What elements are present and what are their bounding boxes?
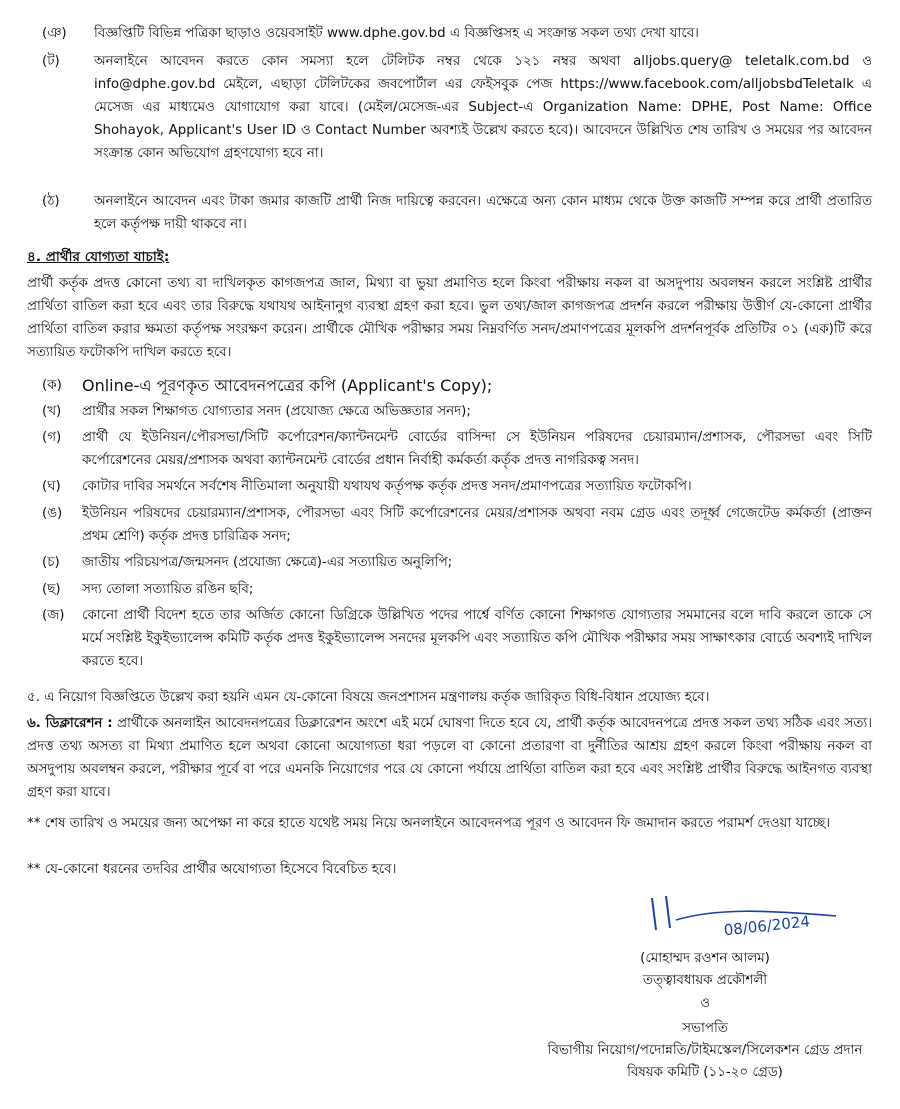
- list-item: [42, 190, 872, 236]
- note-line: ** যে-কোনো ধরনের তদবির প্রার্থীর অযোগ্যতা হিসেবে বিবেচিত হবে।: [27, 862, 397, 877]
- list-item: [42, 426, 872, 472]
- list-item: [42, 475, 872, 498]
- list-item: [42, 22, 872, 45]
- item-marker: (ক): [42, 378, 62, 393]
- item-marker: (গ): [42, 430, 62, 445]
- section-5-text: ৫. এ নিয়োগ বিজ্ঞপ্তিতে উল্লেখ করা হয়নি এমন যে-কোনো বিষয়ে জনপ্রশাসন মন্ত্রণালয় কর্তৃক জারিকৃত বিধি-বিধান প্রযোজ্য হবে।: [27, 690, 710, 705]
- item-marker: (খ): [42, 404, 62, 419]
- item-text: অনলাইনে আবেদন করতে কোন সমস্যা হলে টেলিটক নম্বর থেকে ১২১ নম্বর অথবা alljobs.query@ teletalk.com.bd ও info@dphe.gov.bd মেইলে, এছাড়া টেলিটকের জবপোর্টাল এর ফেইসবুক পেজ https://www.facebook.com/alljobsbdTeletalk এ মেসেজ এর মাধ্যমেও যোগাযোগ করা যাবে। (মেইল/মেসেজ-এর Subject-এ Organization Name: DPHE, Post Name: Office Shohayok, Applicant's User ID ও Contact Number অবশ্যই উল্লেখ করতে হবে)। আবেদনে উল্লিখিত শেষ তারিখ ও সময়ের পর আবেদন সংক্রান্ত কোন অভিযোগ গ্রহণযোগ্য হবে না।: [94, 54, 872, 161]
- declaration-label: ৬. ডিক্লারেশন :: [27, 716, 113, 731]
- item-text: জাতীয় পরিচয়পত্র/জন্মসনদ (প্রযোজ্য ক্ষেত্রে)-এর সত্যায়িত অনুলিপি;: [82, 555, 453, 570]
- item-text: কোটার দাবির সমর্থনে সর্বশেষ নীতিমালা অনুযায়ী যথাযথ কর্তৃপক্ষ কর্তৃক প্রদত্ত সনদ/প্রমাণপত্রের সত্যায়িত ফটোকপি।: [82, 479, 692, 494]
- signatory-designation: তত্ত্বাবধায়ক প্রকৌশলী: [642, 973, 768, 988]
- item-text: অনলাইনে আবেদন এবং টাকা জমার কাজটি প্রার্থী নিজ দায়িত্বে করবেন। এক্ষেত্রে অন্য কোন মাধ্যম থেকে উক্ত কাজটি সম্পন্ন করে প্রার্থী প্রতারিত হলে কর্তৃপক্ষ দায়ী থাকবে না।: [94, 194, 872, 232]
- signatory-name: (মোহাম্মদ রওশন আলম): [640, 951, 770, 966]
- section-heading: ৪. প্রার্থীর যোগ্যতা যাচাই:: [27, 249, 170, 265]
- item-text: বিজ্ঞপ্তিটি বিভিন্ন পত্রিকা ছাড়াও ওয়েবসাইট www.dphe.gov.bd এ বিজ্ঞপ্তিসহ এ সংক্রান্ত সকল তথ্য দেখা যাবে।: [94, 26, 699, 41]
- item-marker: (ছ): [42, 582, 61, 597]
- item-text: Online-এ পূরণকৃত আবেদনপত্রের কপি (Applicant's Copy);: [82, 376, 493, 395]
- item-marker: (ঘ): [42, 479, 61, 494]
- list-item: [42, 502, 872, 548]
- item-marker: (জ): [42, 608, 65, 623]
- item-text: প্রার্থীর সকল শিক্ষাগত যোগ্যতার সনদ (প্রযোজ্য ক্ষেত্রে অভিজ্ঞতার সনদ);: [82, 404, 471, 419]
- handwritten-signature: [636, 890, 866, 950]
- note-line: ** শেষ তারিখ ও সময়ের জন্য অপেক্ষা না করে হাতে যথেষ্ট সময় নিয়ে অনলাইনে আবেদনপত্র পূরণ ও আবেদন ফি জমাদান করতে পরামর্শ দেওয়া যাচ্ছে।: [27, 816, 831, 831]
- list-item: [42, 50, 872, 165]
- signature-date: 08/06/2024: [722, 912, 811, 940]
- item-marker: (ঞ): [42, 26, 67, 41]
- item-text: সদ্য তোলা সত্যায়িত রঙিন ছবি;: [82, 582, 254, 597]
- list-item: [42, 374, 872, 397]
- item-text: কোনো প্রার্থী বিদেশ হতে তার অর্জিত কোনো ডিগ্রিকে উল্লিখিত পদের পার্শ্বে বর্ণিত কোনো শিক্ষাগত যোগ্যতার সমমানের বলে দাবি করলে তাকে সে মর্মে সংশ্লিষ্ট ইকুইভ্যালেন্স কমিটি কর্তৃক প্রদত্ত ইকুইভ্যালেন্স সনদের মূলকপি এবং সত্যায়িত কপি মৌখিক পরীক্ষার সময় সাক্ষাৎকার বোর্ডে অবশ্যই দাখিল করতে হবে।: [82, 608, 872, 669]
- list-item: [42, 400, 872, 423]
- committee-line: বিষয়ক কমিটি (১১-২০ গ্রেড): [627, 1065, 783, 1080]
- section-6-paragraph: [27, 712, 872, 804]
- signatory-role: সভাপতি: [682, 1021, 728, 1036]
- list-item: [42, 604, 872, 673]
- item-marker: (ট): [42, 54, 60, 69]
- declaration-text: প্রার্থীকে অনলাইন আবেদনপত্রের ডিক্লারেশন অংশে এই মর্মে ঘোষণা দিতে হবে যে, প্রার্থী কর্তৃক আবেদনপত্রে প্রদত্ত সকল তথ্য সঠিক এবং সত্য। প্রদত্ত তথ্য অসত্য বা মিথ্যা প্রমাণিত হলে অথবা কোনো অযোগ্যতা ধরা পড়লে বা কোনো প্রতারণা বা দুর্নীতির আশ্রয় গ্রহণ করলে কিংবা পরীক্ষায় নকল বা অসদুপায় অবলম্বন করলে, পরীক্ষার পূর্বে বা পরে এমনকি নিয়োগের পরে যে কোনো পর্যায়ে প্রার্থিতা বাতিল করা হবে এবং সংশ্লিষ্ট প্রার্থীর বিরুদ্ধে আইনগত ব্যবস্থা গ্রহণ করা যাবে।: [27, 716, 873, 800]
- list-item: [42, 551, 872, 574]
- item-marker: (চ): [42, 555, 60, 570]
- item-marker: (ঙ): [42, 506, 63, 521]
- section-paragraph: প্রার্থী কর্তৃক প্রদত্ত কোনো তথ্য বা দাখিলকৃত কাগজপত্র জাল, মিথ্যা বা ভুয়া প্রমাণিত হলে কিংবা পরীক্ষায় নকল বা অসদুপায় অবলম্বন করলে সংশ্লিষ্ট প্রার্থীর প্রার্থিতা বাতিল করা হবে এবং তার বিরুদ্ধে যথাযথ আইনানুগ ব্যবস্থা গ্রহণ করা হবে। ভুল তথ্য/জাল কাগজপত্র প্রদর্শন করলে পরীক্ষায় উত্তীর্ণ যে-কোনো প্রার্থীর প্রার্থিতা বাতিল করার ক্ষমতা কর্তৃপক্ষ সংরক্ষণ করেন। প্রার্থীকে মৌখিক পরীক্ষার সময় নিম্নবর্ণিত সনদ/প্রমাণপত্রের মূলকপি প্রদর্শনপূর্বক প্রতিটির ০১ (এক)টি করে সত্যায়িত ফটোকপি দাখিল করতে হবে।: [27, 276, 872, 360]
- committee-line: বিভাগীয় নিয়োগ/পদোন্নতি/টাইমস্কেল/সিলেকশন গ্রেড প্রদান: [547, 1043, 863, 1058]
- item-text: প্রার্থী যে ইউনিয়ন/পৌরসভা/সিটি কর্পোরেশন/ক্যান্টনমেন্ট বোর্ডের বাসিন্দা সে ইউনিয়ন পরিষদের চেয়ারম্যান/প্রশাসক, পৌরসভা এবং সিটি কর্পোরেশনের মেয়র/প্রশাসক অথবা ক্যান্টনমেন্ট বোর্ডের প্রধান নির্বাহী কর্মকর্তা কর্তৃক প্রদত্ত নাগরিকত্ব সনদ।: [82, 430, 872, 468]
- list-item: [42, 578, 872, 601]
- signatory-conjunction: ও: [700, 996, 710, 1011]
- item-marker: (ঠ): [42, 194, 60, 209]
- item-text: ইউনিয়ন পরিষদের চেয়ারম্যান/প্রশাসক, পৌরসভা এবং সিটি কর্পোরেশনের মেয়র/প্রশাসক অথবা নবম গ্রেড এবং তদূর্ধ্ব গেজেটেড কর্মকর্তা (প্রাক্তন প্রথম শ্রেণি) কর্তৃক প্রদত্ত চারিত্রিক সনদ;: [82, 506, 872, 544]
